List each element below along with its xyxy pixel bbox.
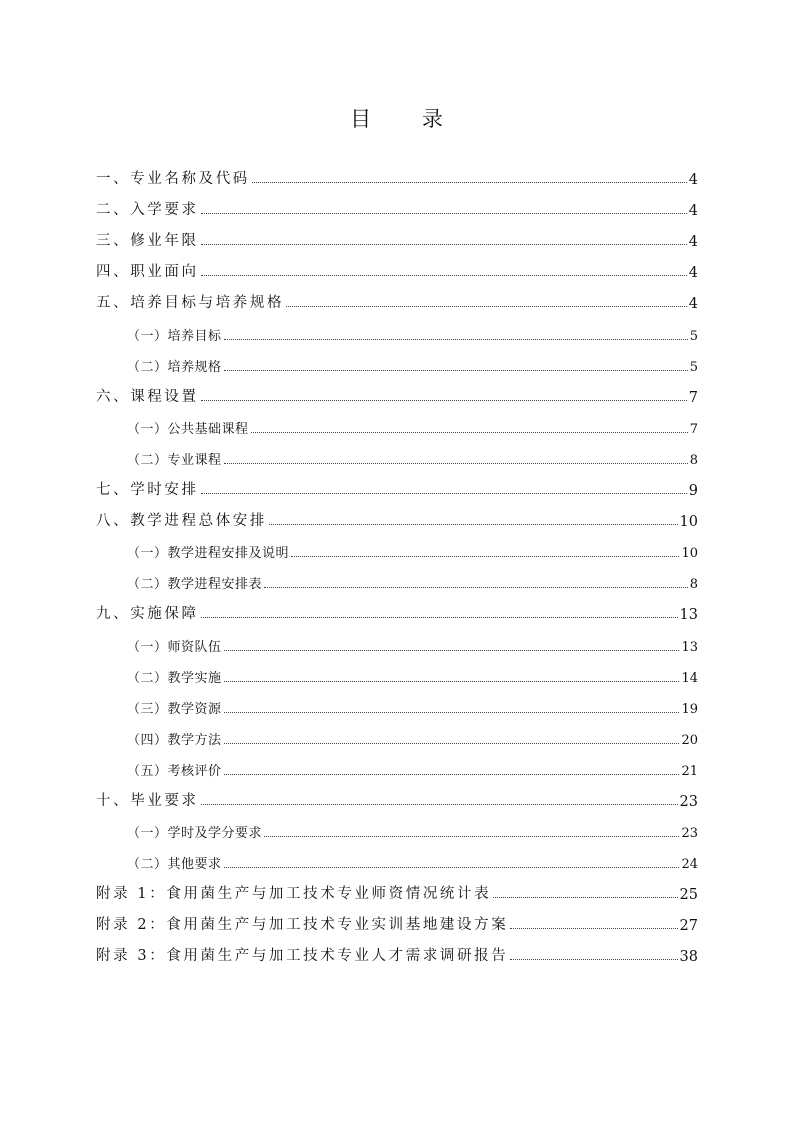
toc-entry-page: 4 [688, 234, 698, 251]
toc-entry-label: （一）教学进程安排及说明 [127, 546, 290, 562]
toc-entry-label: 二、入学要求 [96, 202, 199, 219]
toc-entry-page: 20 [681, 732, 698, 748]
toc-entry-label: （一）培养目标 [127, 328, 222, 344]
toc-entry-24[interactable] [96, 872, 698, 903]
toc-entry-page: 23 [681, 826, 698, 842]
toc-entry-11[interactable] [96, 468, 698, 499]
toc-entry-page: 9 [688, 483, 698, 500]
toc-entry-label: 五、培养目标与培养规格 [96, 295, 285, 312]
toc-entry-label: 附录 2：食用菌生产与加工技术专业实训基地建设方案 [96, 917, 509, 934]
dot-leader [269, 524, 678, 525]
dot-leader [201, 804, 678, 805]
dot-leader [224, 712, 680, 713]
toc-entry-12[interactable] [96, 499, 698, 530]
toc-entry-page: 14 [681, 670, 698, 686]
toc-entry-label: （一）公共基础课程 [127, 421, 249, 437]
toc-entry-label: （二）教学实施 [127, 670, 222, 686]
dot-leader [286, 306, 687, 307]
toc-entry-9[interactable] [96, 406, 698, 437]
dot-leader [264, 836, 679, 837]
dot-leader [224, 681, 680, 682]
dot-leader [264, 587, 688, 588]
toc-entry-page: 25 [679, 887, 698, 904]
toc-entry-page: 4 [688, 172, 698, 189]
toc-entry-page: 13 [679, 607, 698, 624]
toc-entry-label: （四）教学方法 [127, 732, 222, 748]
toc-entry-10[interactable] [96, 437, 698, 468]
toc-entry-label: 六、课程设置 [96, 388, 199, 405]
toc-entry-label: （二）培养规格 [127, 359, 222, 375]
toc-entry-19[interactable] [96, 717, 698, 748]
toc-entry-1[interactable] [96, 157, 698, 188]
dot-leader [224, 743, 680, 744]
toc-entry-4[interactable] [96, 250, 698, 281]
toc-entry-23[interactable] [96, 841, 698, 872]
dot-leader [493, 897, 677, 898]
dot-leader [510, 959, 677, 960]
toc-entry-page: 4 [688, 296, 698, 313]
toc-entry-page: 8 [689, 577, 698, 593]
dot-leader [224, 463, 688, 464]
toc-entry-20[interactable] [96, 748, 698, 779]
toc-entry-label: 七、学时安排 [96, 482, 199, 499]
toc-entry-page: 19 [681, 701, 698, 717]
toc-entry-13[interactable] [96, 530, 698, 561]
toc-entry-label: 附录 1：食用菌生产与加工技术专业师资情况统计表 [96, 886, 492, 903]
toc-entry-page: 4 [688, 203, 698, 220]
toc-entry-page: 38 [679, 949, 698, 966]
dot-leader [201, 400, 687, 401]
toc-title: 目 录 [350, 107, 465, 131]
toc-entry-17[interactable] [96, 655, 698, 686]
toc-entry-page: 8 [689, 452, 698, 468]
toc-entry-26[interactable] [96, 934, 698, 965]
toc-entry-22[interactable] [96, 810, 698, 841]
toc-entry-label: 十、毕业要求 [96, 792, 199, 809]
dot-leader [252, 182, 687, 183]
dot-leader [201, 213, 687, 214]
toc-entry-label: 三、修业年限 [96, 233, 199, 250]
toc-entry-5[interactable] [96, 281, 698, 312]
toc-entry-7[interactable] [96, 344, 698, 375]
toc-entry-label: 八、教学进程总体安排 [96, 513, 267, 530]
toc-entry-label: 九、实施保障 [96, 606, 199, 623]
dot-leader [510, 928, 677, 929]
dot-leader [224, 650, 680, 651]
toc-entry-16[interactable] [96, 623, 698, 654]
dot-leader [201, 493, 687, 494]
toc-entry-page: 23 [679, 793, 698, 810]
toc-entry-14[interactable] [96, 561, 698, 592]
toc-entry-label: （一）师资队伍 [127, 639, 222, 655]
toc-entry-page: 7 [688, 389, 698, 406]
toc-entry-page: 7 [689, 421, 698, 437]
dot-leader [224, 774, 680, 775]
toc-entry-label: （二）教学进程安排表 [127, 577, 263, 593]
toc-entry-3[interactable] [96, 219, 698, 250]
toc-entry-page: 27 [679, 918, 698, 935]
toc-entry-page: 10 [681, 546, 698, 562]
toc-entry-label: （三）教学资源 [127, 701, 222, 717]
toc-entry-page: 24 [681, 857, 698, 873]
toc-entry-page: 13 [681, 639, 698, 655]
toc-entry-label: （二）专业课程 [127, 452, 222, 468]
toc-entry-label: （一）学时及学分要求 [127, 826, 263, 842]
dot-leader [224, 867, 680, 868]
toc-entry-6[interactable] [96, 312, 698, 343]
toc-entry-25[interactable] [96, 903, 698, 934]
table-of-contents [96, 157, 698, 965]
toc-entry-page: 5 [689, 328, 698, 344]
dot-leader [201, 244, 687, 245]
toc-entry-label: 四、职业面向 [96, 264, 199, 281]
toc-entry-label: 一、专业名称及代码 [96, 171, 250, 188]
toc-entry-label: （五）考核评价 [127, 763, 222, 779]
toc-entry-8[interactable] [96, 375, 698, 406]
dot-leader [201, 617, 678, 618]
dot-leader [251, 432, 688, 433]
toc-entry-label: （二）其他要求 [127, 857, 222, 873]
toc-entry-page: 10 [679, 514, 698, 531]
dot-leader [224, 339, 688, 340]
dot-leader [224, 370, 688, 371]
toc-entry-18[interactable] [96, 686, 698, 717]
dot-leader [291, 556, 679, 557]
toc-entry-label: 附录 3：食用菌生产与加工技术专业人才需求调研报告 [96, 948, 509, 965]
dot-leader [201, 275, 687, 276]
toc-entry-page: 4 [688, 265, 698, 282]
toc-entry-page: 5 [689, 359, 698, 375]
toc-entry-2[interactable] [96, 188, 698, 219]
toc-entry-page: 21 [681, 763, 698, 779]
toc-entry-21[interactable] [96, 779, 698, 810]
toc-entry-15[interactable] [96, 592, 698, 623]
